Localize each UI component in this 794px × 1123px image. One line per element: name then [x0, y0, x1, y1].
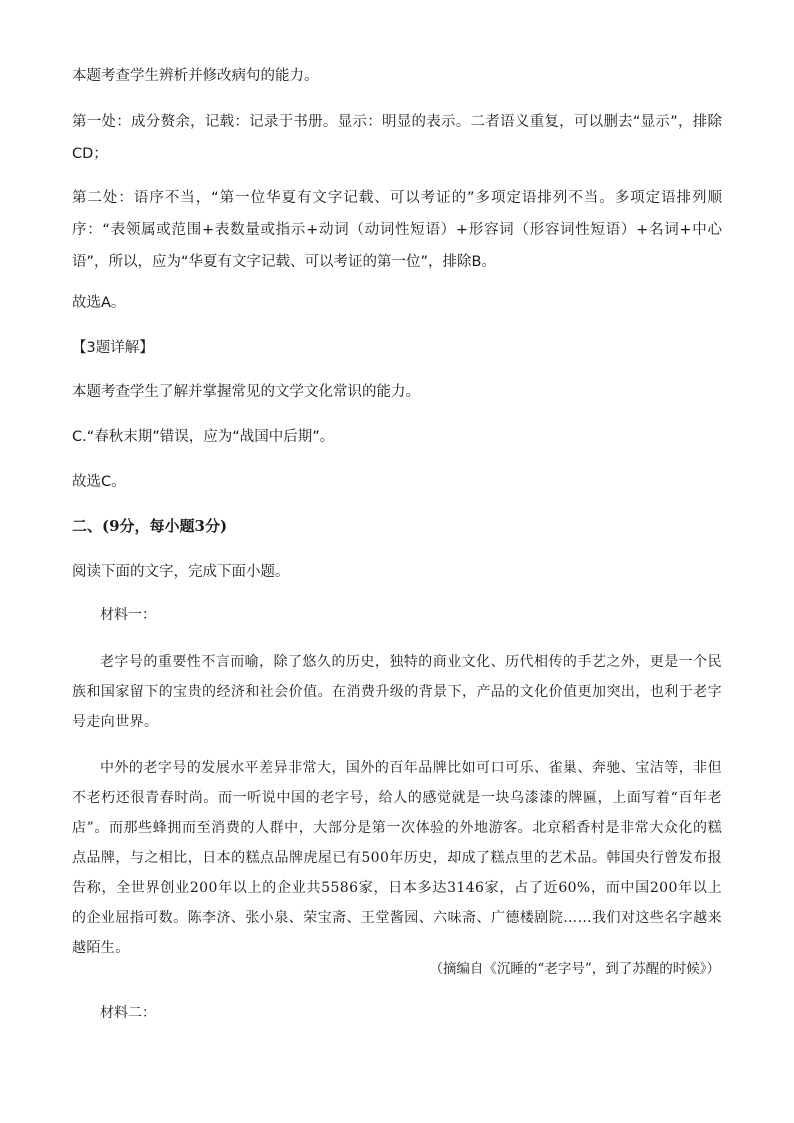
section-title: 二、(9分，每小题3分) [72, 517, 228, 535]
analysis-point-2: 第二处：语序不当，“第一位华夏有文字记载、可以考证的”多项定语排列不当。多项定语排列顺序：“表领属或范围+表数量或指示+动词（动词性短语）+形容词（形容词性短语）+名词+中心语”，所以，应为“华夏有文字记载、可以考证的第一位”，排除B。 [72, 190, 722, 270]
question-3-intro: 本题考查学生了解并掌握常见的文学文化常识的能力。 [72, 384, 420, 400]
answer-2: 故选A。 [72, 295, 126, 311]
question-3-heading: 【3题详解】 [72, 340, 154, 356]
material-1-label: 材料一： [100, 607, 156, 623]
analysis-intro: 本题考查学生辨析并修改病句的能力。 [72, 68, 319, 84]
material-1-paragraph-2: 中外的老字号的发展水平差异非常大，国外的百年品牌比如可口可乐、雀巢、奔驰、宝洁等，非但不老朽还很青春时尚。而一听说中国的老字号，给人的感觉就是一块乌漆漆的牌匾，上面写着“百年老店”。而那些蜂拥而至消费的人群中，大部分是第一次体验的外地游客。北京稻香村是非常大众化的糕点品牌，与之相比，日本的糕点品牌虎屋已有500年历史，却成了糕点里的艺术品。韩国央行曾发布报告称，全世界创业200年以上的企业共5586家，日本多达3146家，占了近60%，而中国200年以上的企业屈指可数。陈李济、张小泉、荣宝斋、王堂酱园、六味斋、广德楼剧院……我们对这些名字越来越陌生。 [72, 760, 722, 956]
material-2-label: 材料二： [100, 1005, 156, 1021]
analysis-point-1: 第一处：成分赘余，记载：记录于书册。显示：明显的表示。二者语义重复，可以删去“显示”，排除CD； [72, 114, 722, 162]
question-3-explanation: C.“春秋末期”错误，应为“战国中后期”。 [72, 429, 335, 445]
material-1-source: （摘编自《沉睡的“老字号”，到了苏醒的时候》） [429, 961, 720, 977]
reading-instruction: 阅读下面的文字，完成下面小题。 [72, 564, 290, 580]
material-1-paragraph-1: 老字号的重要性不言而喻，除了悠久的历史，独特的商业文化、历代相传的手艺之外，更是一个民族和国家留下的宝贵的经济和社会价值。在消费升级的背景下，产品的文化价值更加突出，也利于老字号走向世界。 [72, 654, 722, 730]
answer-3: 故选C。 [72, 474, 126, 490]
